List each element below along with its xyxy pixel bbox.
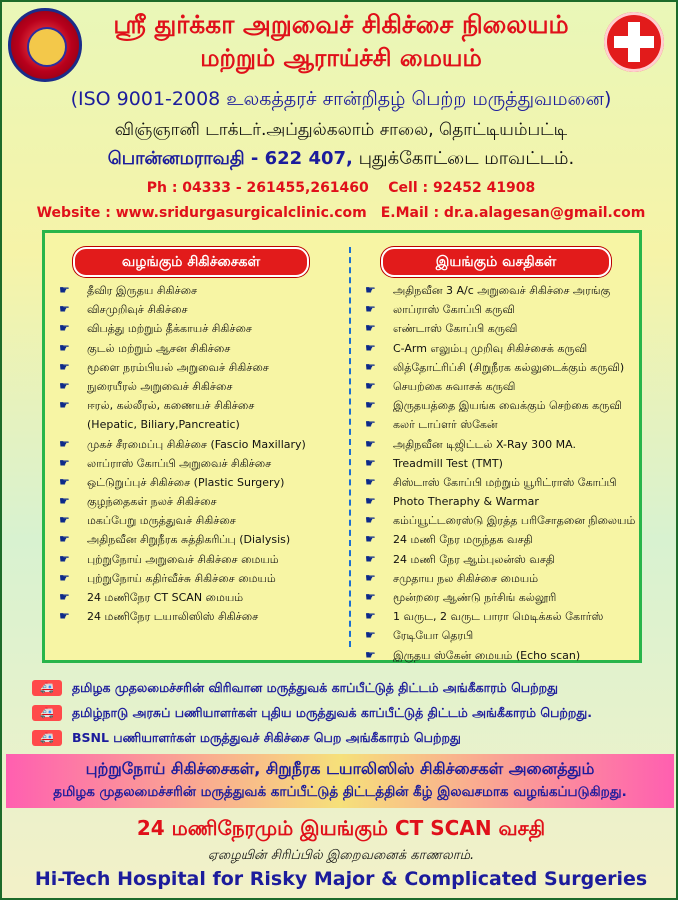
- service-item: [53, 415, 345, 434]
- pointing-hand-icon: ☛: [365, 647, 376, 662]
- approval-note-text: தமிழ்நாடு அரசுப் பணியாளர்கள் புதிய மருத்துவக் காப்பீட்டுத் திட்டம் அங்கீகாரம் பெற்றது.: [72, 705, 592, 720]
- service-item: [359, 588, 643, 607]
- pointing-hand-icon: ☛: [59, 513, 70, 528]
- service-item-label: மூளை நரம்பியல் அறுவைச் சிகிச்சை: [87, 360, 269, 374]
- phone-number: Ph : 04333 - 261455,261460: [146, 180, 369, 196]
- service-item: [53, 377, 345, 396]
- service-item-label: தீவிர இருதய சிகிச்சை: [87, 284, 198, 297]
- address-place: பொன்னமராவதி - 622 407,: [107, 148, 353, 169]
- pointing-hand-icon: ☛: [59, 532, 70, 547]
- pointing-hand-icon: ☛: [365, 359, 376, 374]
- pointing-hand-icon: ☛: [365, 570, 376, 585]
- pointing-hand-icon: ☛: [365, 532, 376, 547]
- service-item: [359, 607, 643, 626]
- ambulance-icon: 🚑: [32, 705, 62, 721]
- service-item: [359, 646, 643, 665]
- service-item-label: 24 மணி நேர மருந்தக வசதி: [393, 533, 533, 547]
- service-item-label: அதிநவீன சிறுநீரக சுத்திகரிப்பு (Dialysis): [87, 533, 291, 547]
- service-item: [359, 530, 643, 549]
- pointing-hand-icon: ☛: [365, 321, 376, 336]
- pointing-hand-icon: ☛: [59, 570, 70, 585]
- pointing-hand-icon: ☛: [59, 340, 70, 355]
- panel-divider: [349, 247, 351, 647]
- service-item: [53, 569, 345, 588]
- service-item-label: நுரையீரல் அறுவைச் சிகிச்சை: [87, 379, 233, 393]
- service-item-label: அதிநவீன டிஜிட்டல் X-Ray 300 MA.: [393, 437, 576, 451]
- contact-phones: [2, 180, 678, 196]
- pointing-hand-icon: ☛: [365, 609, 376, 624]
- approval-note: [32, 700, 672, 725]
- service-item: [359, 569, 643, 588]
- pointing-hand-icon: ☛: [365, 283, 376, 297]
- service-item-label: Photo Theraphy & Warmar: [393, 495, 539, 509]
- service-item: [359, 281, 643, 300]
- service-item-label: சிஸ்டாஸ் கோப்பி மற்றும் யூரிட்ராஸ் கோப்பி: [393, 475, 617, 489]
- service-item: [53, 435, 345, 454]
- service-item: [53, 530, 345, 549]
- pointing-hand-icon: ☛: [59, 378, 70, 393]
- pointing-hand-icon: ☛: [365, 474, 376, 489]
- cell-number: Cell : 92452 41908: [388, 180, 536, 196]
- treatments-title: வழங்கும் சிகிச்சைகள்: [73, 247, 309, 277]
- pointing-hand-icon: ☛: [59, 590, 70, 604]
- service-item: [359, 319, 643, 338]
- clinic-subtitle: மற்றும் ஆராய்ச்சி மையம்: [200, 44, 482, 72]
- pointing-hand-icon: ☛: [365, 436, 376, 451]
- pointing-hand-icon: ☛: [365, 455, 376, 470]
- ambulance-icon: 🚑: [32, 730, 62, 746]
- pointing-hand-icon: ☛: [59, 551, 70, 566]
- service-item-label: குடல் மற்றும் ஆசன சிகிச்சை: [87, 341, 231, 355]
- approval-note-text: BSNL பணியாளர்கள் மருத்துவச் சிகிச்சை பெற அங்கீகாரம் பெற்றது: [72, 730, 461, 745]
- service-item: [53, 588, 345, 607]
- approval-note: [32, 675, 672, 700]
- service-item-label: செயற்கை சுவாசக் கருவி: [393, 379, 516, 393]
- service-item-label: C-Arm எலும்பு முறிவு சிகிச்சைக் கருவி: [393, 341, 588, 355]
- service-item-label: இருதயத்தை இயங்க வைக்கும் செற்கை கருவி: [393, 399, 622, 413]
- service-item: [359, 339, 643, 358]
- pointing-hand-icon: ☛: [365, 417, 376, 432]
- approval-notes: [32, 675, 672, 750]
- service-item-label: குழந்தைகள் நலச் சிகிச்சை: [87, 495, 217, 509]
- service-item: [53, 358, 345, 377]
- pointing-hand-icon: ☛: [59, 436, 70, 451]
- service-item-label: மகப்பேறு மருத்துவச் சிகிச்சை: [87, 514, 236, 528]
- facilities-title: இயங்கும் வசதிகள்: [381, 247, 611, 277]
- service-item-label: எண்டாஸ் கோப்பி கருவி: [393, 322, 518, 336]
- service-item: [53, 473, 345, 492]
- approval-note-text: தமிழக முதலமைச்சரின் விரிவான மருத்துவக் காப்பீட்டுத் திட்டம் அங்கீகாரம் பெற்றது: [72, 680, 558, 695]
- service-item-label: விபத்து மற்றும் தீக்காயச் சிகிச்சை: [87, 322, 253, 336]
- service-item-label: லாப்ராஸ் கோப்பி அறுவைச் சிகிச்சை: [87, 456, 272, 470]
- email: E.Mail : dr.a.alagesan@gmail.com: [380, 205, 646, 221]
- service-item: [359, 454, 643, 473]
- contact-web: [2, 205, 678, 221]
- service-item: [53, 319, 345, 338]
- pointing-hand-icon: ☛: [59, 302, 70, 317]
- service-item-label: ஈரல், கல்லீரல், கணையச் சிகிச்சை: [87, 399, 255, 413]
- service-item: [359, 511, 643, 530]
- pointing-hand-icon: ☛: [59, 359, 70, 374]
- services-panel: [42, 230, 642, 663]
- treatments-list: [53, 281, 345, 626]
- service-item: [53, 550, 345, 569]
- service-item-label: லித்தோட்ரிப்சி (சிறுநீரக கல்லுடைக்கும் கருவி): [393, 360, 625, 374]
- address-line: விஞ்ஞானி டாக்டர்.அப்துல்கலாம் சாலை, தொட்டியம்பட்டி: [114, 120, 568, 140]
- pointing-hand-icon: ☛: [365, 628, 376, 643]
- pointing-hand-icon: ☛: [365, 398, 376, 413]
- service-item: [53, 281, 345, 300]
- ct-scan-line: 24 மணிநேரமும் இயங்கும் CT SCAN வசதி: [136, 816, 546, 840]
- service-item: [359, 396, 643, 415]
- service-item: [53, 492, 345, 511]
- tagline: Hi-Tech Hospital for Risky Major & Complicated Surgeries: [34, 868, 648, 890]
- motto: ஏழையின் சிரிப்பில் இறைவனைக் காணலாம்.: [207, 848, 475, 863]
- pointing-hand-icon: ☛: [365, 378, 376, 393]
- pointing-hand-icon: ☛: [365, 590, 376, 604]
- service-item: [359, 473, 643, 492]
- service-item-label: லாப்ராஸ் கோப்பி கருவி: [393, 303, 515, 317]
- service-item: [359, 435, 643, 454]
- ambulance-icon: 🚑: [32, 680, 62, 696]
- website: Website : www.sridurgasurgicalclinic.com: [36, 205, 367, 221]
- pointing-hand-icon: ☛: [365, 513, 376, 528]
- service-item: [359, 377, 643, 396]
- service-item: [359, 492, 643, 511]
- service-item-label: இருதய ஸ்கேன் மையம் (Echo scan): [393, 648, 581, 662]
- service-item: [359, 300, 643, 319]
- service-item-label: 1 வருட, 2 வருட பாரா மெடிக்கல் கோர்ஸ்: [393, 610, 604, 624]
- service-item-label: அதிநவீன 3 A/c அறுவைச் சிகிச்சை அரங்கு: [393, 284, 611, 297]
- service-item: [53, 607, 345, 626]
- service-item: [53, 511, 345, 530]
- service-item-label: Treadmill Test (TMT): [393, 456, 503, 470]
- band-line-1: புற்றுநோய் சிகிச்சைகள், சிறுநீரக டயாலிஸிஸ் சிகிச்சைகள் அனைத்தும்: [85, 759, 595, 778]
- pointing-hand-icon: ☛: [59, 398, 70, 413]
- service-item: [359, 415, 643, 434]
- service-item-label: 24 மணி நேர ஆம்புலன்ஸ் வசதி: [393, 552, 555, 566]
- free-treatment-band: [6, 754, 674, 808]
- service-item: [359, 626, 643, 645]
- service-item-label: ரேடியோ தெரபி: [393, 629, 474, 643]
- pointing-hand-icon: ☛: [365, 551, 376, 566]
- service-item-label: ஒட்டுறுப்புச் சிகிச்சை (Plastic Surgery): [87, 475, 285, 489]
- service-item-label: மூன்றரை ஆண்டு நர்சிங் கல்லூரி: [393, 591, 557, 604]
- pointing-hand-icon: ☛: [59, 609, 70, 624]
- service-item: [359, 550, 643, 569]
- service-item-label: கம்ப்யூட்டரைஸ்டு இரத்த பரிசோதனை நிலையம்: [393, 514, 636, 528]
- service-item-label: கலர் டாப்ளர் ஸ்கேன்: [393, 418, 498, 432]
- service-item-label: 24 மணிநேர டயாலிஸிஸ் சிகிச்சை: [87, 610, 259, 624]
- service-item-label: புற்றுநோய் கதிர்வீச்சு சிகிச்சை மையம்: [87, 571, 276, 585]
- service-item-label: (Hepatic, Biliary,Pancreatic): [87, 418, 240, 432]
- facilities-list: [359, 281, 643, 665]
- service-item-label: விசமுறிவுச் சிகிச்சை: [87, 303, 188, 317]
- pointing-hand-icon: ☛: [365, 302, 376, 317]
- pointing-hand-icon: ☛: [59, 494, 70, 509]
- service-item-label: 24 மணிநேர CT SCAN மையம்: [87, 591, 244, 604]
- pointing-hand-icon: ☛: [59, 321, 70, 336]
- address-district: புதுக்கோட்டை மாவட்டம்.: [358, 148, 575, 169]
- service-item-label: புற்றுநோய் அறுவைச் சிகிச்சை மையம்: [87, 552, 279, 566]
- pointing-hand-icon: ☛: [59, 455, 70, 470]
- service-item: [53, 454, 345, 473]
- pointing-hand-icon: ☛: [59, 474, 70, 489]
- service-item: [359, 358, 643, 377]
- service-item-label: முகச் சீரமைப்பு சிகிச்சை (Fascio Maxillary): [87, 437, 306, 451]
- service-item-label: சமுதாய நல சிகிச்சை மையம்: [393, 571, 539, 585]
- pointing-hand-icon: ☛: [365, 494, 376, 509]
- pointing-hand-icon: ☛: [59, 283, 70, 297]
- address-place-line: [2, 148, 678, 171]
- iso-line: (ISO 9001-2008 உலகத்தரச் சான்றிதழ் பெற்ற மருத்துவமனை): [70, 88, 612, 110]
- clinic-title: ஸ்ரீ துர்க்கா அறுவைச் சிகிச்சை நிலையம்: [113, 10, 569, 39]
- service-item: [53, 339, 345, 358]
- band-line-2: தமிழக முதலமைச்சரின் மருத்துவக் காப்பீட்டுத் திட்டத்தின் கீழ் இலவசமாக வழங்கப்படுகிறது.: [53, 784, 627, 800]
- service-item: [53, 300, 345, 319]
- service-item: [53, 396, 345, 415]
- approval-note: [32, 725, 672, 750]
- pointing-hand-icon: ☛: [365, 340, 376, 355]
